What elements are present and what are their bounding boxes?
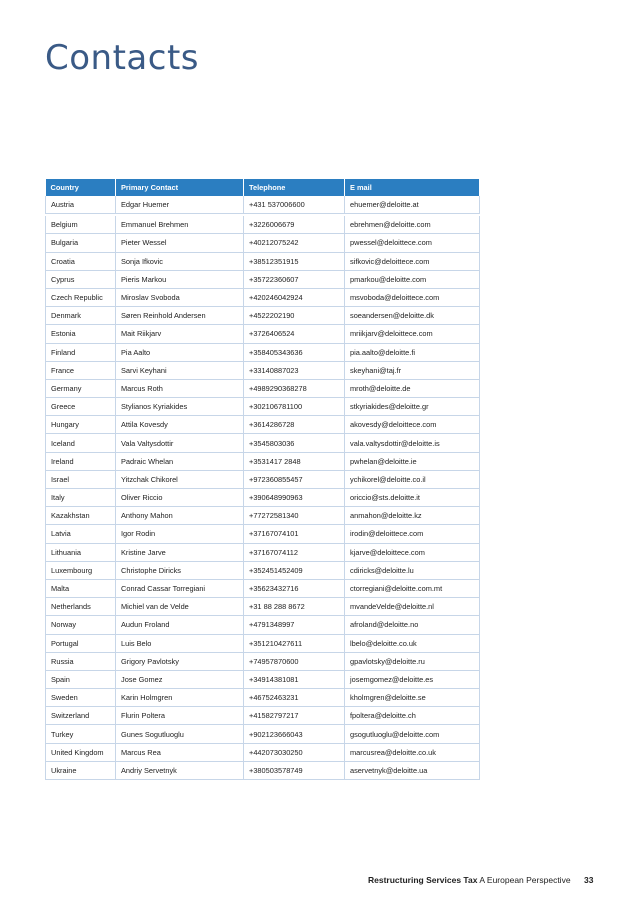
cell-country: Latvia (46, 525, 116, 543)
cell-telephone: +46752463231 (244, 689, 345, 707)
cell-country: Kazakhstan (46, 507, 116, 525)
cell-telephone: +3614286728 (244, 416, 345, 434)
cell-email[interactable]: ehuemer@deloitte.at (345, 196, 480, 214)
cell-country: Austria (46, 196, 116, 214)
cell-country: Netherlands (46, 598, 116, 616)
cell-contact: Conrad Cassar Torregiani (116, 579, 244, 597)
cell-telephone: +3545803036 (244, 434, 345, 452)
cell-contact: Michiel van de Velde (116, 598, 244, 616)
table-row (46, 707, 480, 725)
table-row (46, 379, 480, 397)
cell-contact: Gunes Sogutluoglu (116, 725, 244, 743)
cell-contact: Pia Aalto (116, 343, 244, 361)
table-header (46, 179, 480, 196)
cell-contact: Grigory Pavlotsky (116, 652, 244, 670)
cell-contact: Audun Froland (116, 616, 244, 634)
cell-country: France (46, 361, 116, 379)
cell-email[interactable]: marcusrea@deloitte.co.uk (345, 743, 480, 761)
footer-subtitle: A European Perspective (477, 875, 571, 885)
cell-email[interactable]: msvoboda@deloittece.com (345, 288, 480, 306)
table-row (46, 634, 480, 652)
table-row (46, 689, 480, 707)
cell-contact: Marcus Rea (116, 743, 244, 761)
cell-email[interactable]: oriccio@sts.deloitte.it (345, 489, 480, 507)
cell-email[interactable]: gsogutluoglu@deloitte.com (345, 725, 480, 743)
table-row (46, 434, 480, 452)
cell-email[interactable]: gpavlotsky@deloitte.ru (345, 652, 480, 670)
cell-country: Luxembourg (46, 561, 116, 579)
cell-telephone: +4791348997 (244, 616, 345, 634)
cell-contact: Pieris Markou (116, 270, 244, 288)
table-row (46, 252, 480, 270)
page-title: Contacts (45, 38, 199, 78)
header-primary-contact: Primary Contact (116, 179, 244, 196)
table-row (46, 416, 480, 434)
table-row (46, 234, 480, 252)
header-email: E mail (345, 179, 480, 196)
cell-contact: Edgar Huemer (116, 196, 244, 214)
cell-email[interactable]: mvandeVelde@deloitte.nl (345, 598, 480, 616)
cell-telephone: +351210427611 (244, 634, 345, 652)
cell-country: Iceland (46, 434, 116, 452)
cell-email[interactable]: fpoltera@deloitte.ch (345, 707, 480, 725)
table-row (46, 398, 480, 416)
cell-telephone: +3531417 2848 (244, 452, 345, 470)
cell-contact: Kristine Jarve (116, 543, 244, 561)
cell-country: Italy (46, 489, 116, 507)
table-body (46, 196, 480, 780)
cell-contact: Oliver Riccio (116, 489, 244, 507)
cell-contact: Vala Valtysdottir (116, 434, 244, 452)
table-row (46, 525, 480, 543)
cell-telephone: +420246042924 (244, 288, 345, 306)
cell-telephone: +41582797217 (244, 707, 345, 725)
cell-contact: Sonja Ifkovic (116, 252, 244, 270)
cell-email[interactable]: skeyhani@taj.fr (345, 361, 480, 379)
cell-email[interactable]: josemgomez@deloitte.es (345, 670, 480, 688)
cell-telephone: +902123666043 (244, 725, 345, 743)
cell-telephone: +4989290368278 (244, 379, 345, 397)
cell-contact: Marcus Roth (116, 379, 244, 397)
cell-country: Portugal (46, 634, 116, 652)
table-row (46, 452, 480, 470)
cell-contact: Christophe Diricks (116, 561, 244, 579)
cell-email[interactable]: ebrehmen@deloitte.com (345, 216, 480, 234)
page-number: 33 (584, 875, 594, 885)
cell-country: Finland (46, 343, 116, 361)
table-row (46, 361, 480, 379)
table-row (46, 470, 480, 488)
cell-country: Hungary (46, 416, 116, 434)
table-row (46, 543, 480, 561)
cell-telephone: +302106781100 (244, 398, 345, 416)
table-row (46, 325, 480, 343)
cell-contact: Flurin Poltera (116, 707, 244, 725)
cell-contact: Igor Rodin (116, 525, 244, 543)
table-row (46, 579, 480, 597)
cell-country: Ukraine (46, 761, 116, 779)
table-row (46, 561, 480, 579)
cell-email[interactable]: pia.aalto@deloitte.fi (345, 343, 480, 361)
cell-contact: Luis Belo (116, 634, 244, 652)
cell-country: Ireland (46, 452, 116, 470)
cell-email[interactable]: irodin@deloittece.com (345, 525, 480, 543)
cell-telephone: +380503578749 (244, 761, 345, 779)
cell-country: Lithuania (46, 543, 116, 561)
table-row (46, 489, 480, 507)
cell-country: Belgium (46, 216, 116, 234)
cell-country: Norway (46, 616, 116, 634)
cell-email[interactable]: vala.valtysdottir@deloitte.is (345, 434, 480, 452)
footer-publication-title: Restructuring Services Tax (368, 875, 478, 885)
cell-contact: Padraic Whelan (116, 452, 244, 470)
cell-country: Czech Republic (46, 288, 116, 306)
cell-country: Germany (46, 379, 116, 397)
table-row (46, 507, 480, 525)
cell-country: Switzerland (46, 707, 116, 725)
cell-contact: Sarvi Keyhani (116, 361, 244, 379)
cell-country: Estonia (46, 325, 116, 343)
cell-email[interactable]: pmarkou@deloitte.com (345, 270, 480, 288)
cell-contact: Miroslav Svoboda (116, 288, 244, 306)
cell-email[interactable]: ychikorel@deloitte.co.il (345, 470, 480, 488)
cell-contact: Mait Riikjarv (116, 325, 244, 343)
cell-telephone: +37167074112 (244, 543, 345, 561)
cell-country: United Kingdom (46, 743, 116, 761)
cell-country: Israel (46, 470, 116, 488)
cell-telephone: +40212075242 (244, 234, 345, 252)
cell-email[interactable]: afroland@deloitte.no (345, 616, 480, 634)
cell-contact: Stylianos Kyriakides (116, 398, 244, 416)
cell-telephone: +442073030250 (244, 743, 345, 761)
cell-country: Russia (46, 652, 116, 670)
cell-country: Spain (46, 670, 116, 688)
cell-country: Greece (46, 398, 116, 416)
cell-telephone: +352451452409 (244, 561, 345, 579)
cell-telephone: +4522202190 (244, 307, 345, 325)
cell-country: Malta (46, 579, 116, 597)
cell-email[interactable]: aservetnyk@deloitte.ua (345, 761, 480, 779)
cell-telephone: +74957870600 (244, 652, 345, 670)
cell-telephone: +390648990963 (244, 489, 345, 507)
cell-email[interactable]: kholmgren@deloitte.se (345, 689, 480, 707)
contacts-table (45, 179, 480, 780)
table-row (46, 307, 480, 325)
table-row (46, 761, 480, 779)
cell-country: Denmark (46, 307, 116, 325)
cell-country: Turkey (46, 725, 116, 743)
table-row (46, 652, 480, 670)
cell-contact: Jose Gomez (116, 670, 244, 688)
table-row (46, 216, 480, 234)
table-row (46, 270, 480, 288)
cell-contact: Søren Reinhold Andersen (116, 307, 244, 325)
cell-email[interactable]: kjarve@deloittece.com (345, 543, 480, 561)
cell-email[interactable]: pwessel@deloittece.com (345, 234, 480, 252)
cell-telephone: +31 88 288 8672 (244, 598, 345, 616)
cell-email[interactable]: soeandersen@deloitte.dk (345, 307, 480, 325)
cell-telephone: +3226006679 (244, 216, 345, 234)
table-row (46, 670, 480, 688)
cell-contact: Pieter Wessel (116, 234, 244, 252)
cell-email[interactable]: sifkovic@deloittece.com (345, 252, 480, 270)
cell-telephone: +37167074101 (244, 525, 345, 543)
cell-contact: Emmanuel Brehmen (116, 216, 244, 234)
table-row (46, 616, 480, 634)
cell-email[interactable]: stkyriakides@deloitte.gr (345, 398, 480, 416)
cell-telephone: +33140887023 (244, 361, 345, 379)
cell-country: Cyprus (46, 270, 116, 288)
cell-contact: Karin Holmgren (116, 689, 244, 707)
cell-email[interactable]: mroth@deloitte.de (345, 379, 480, 397)
cell-telephone: +431 537006600 (244, 196, 345, 214)
cell-contact: Andriy Servetnyk (116, 761, 244, 779)
cell-country: Bulgaria (46, 234, 116, 252)
cell-email[interactable]: akovesdy@deloittece.com (345, 416, 480, 434)
cell-telephone: +38512351915 (244, 252, 345, 270)
footer (368, 875, 571, 885)
cell-telephone: +77272581340 (244, 507, 345, 525)
header-country: Country (46, 179, 116, 196)
cell-contact: Anthony Mahon (116, 507, 244, 525)
cell-country: Sweden (46, 689, 116, 707)
cell-telephone: +34914381081 (244, 670, 345, 688)
cell-telephone: +3726406524 (244, 325, 345, 343)
cell-telephone: +35623432716 (244, 579, 345, 597)
cell-email[interactable]: pwhelan@deloitte.ie (345, 452, 480, 470)
table-row (46, 598, 480, 616)
cell-email[interactable]: anmahon@deloitte.kz (345, 507, 480, 525)
cell-telephone: +358405343636 (244, 343, 345, 361)
cell-country: Croatia (46, 252, 116, 270)
cell-telephone: +972360855457 (244, 470, 345, 488)
header-telephone: Telephone (244, 179, 345, 196)
table-row (46, 743, 480, 761)
cell-email[interactable]: ctorregiani@deloitte.com.mt (345, 579, 480, 597)
cell-contact: Attila Kovesdy (116, 416, 244, 434)
table-row (46, 288, 480, 306)
table-row (46, 725, 480, 743)
cell-email[interactable]: cdiricks@deloitte.lu (345, 561, 480, 579)
table-row (46, 196, 480, 214)
cell-email[interactable]: mriikjarv@deloittece.com (345, 325, 480, 343)
cell-telephone: +35722360607 (244, 270, 345, 288)
cell-contact: Yitzchak Chikorel (116, 470, 244, 488)
table-row (46, 343, 480, 361)
cell-email[interactable]: lbelo@deloitte.co.uk (345, 634, 480, 652)
